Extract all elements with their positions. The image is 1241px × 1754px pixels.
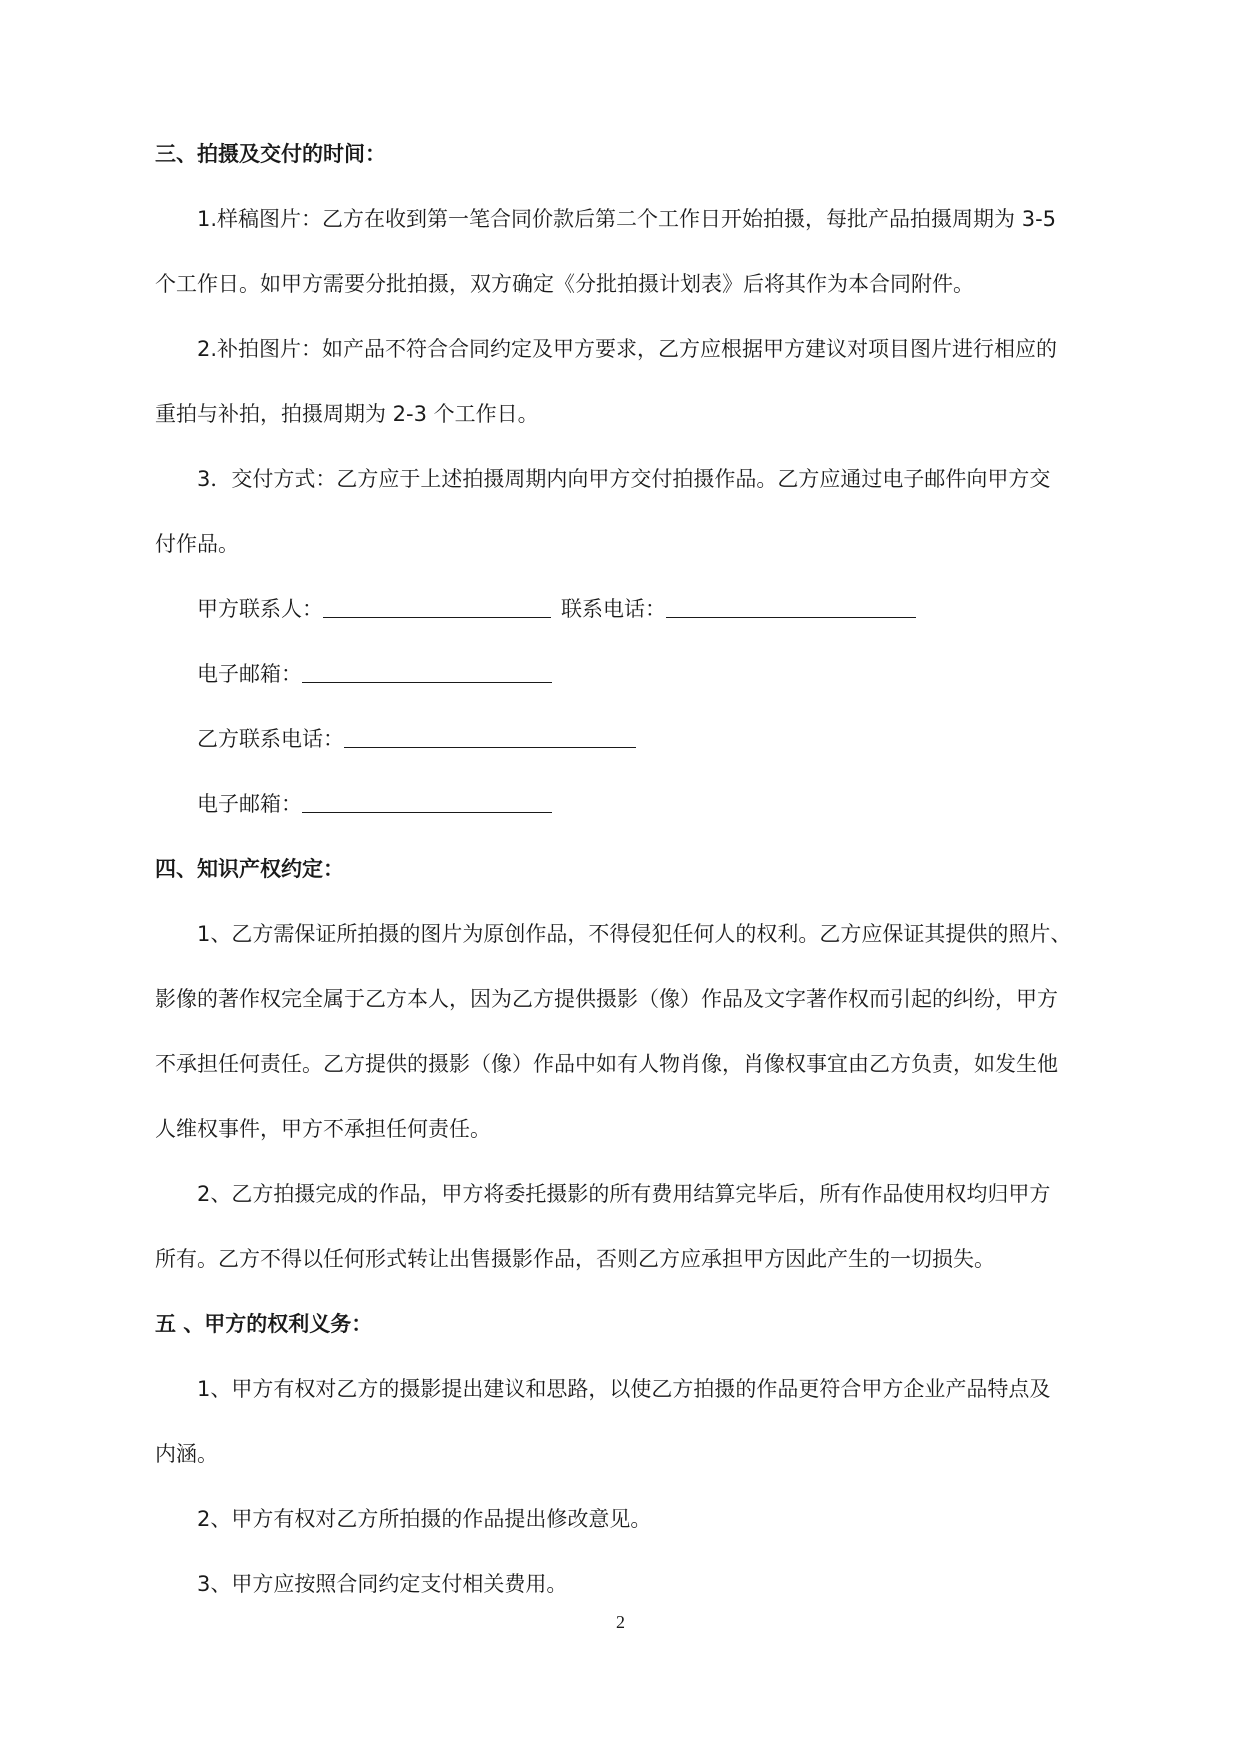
party-a-contact-blank[interactable] [323,593,551,618]
paragraph-sample-images: 1.样稿图片：乙方在收到第一笔合同价款后第二个工作日开始拍摄，每批产品拍摄周期为 3-5 [197,207,1057,231]
paragraph-delivery-method-cont: 付作品。 [155,532,239,556]
paragraph-delivery-method: 3．交付方式：乙方应于上述拍摄周期内向甲方交付拍摄作品。乙方应通过电子邮件向甲方交 [197,467,1051,491]
paragraph-ip-originality-cont-1: 影像的著作权完全属于乙方本人，因为乙方提供摄影（像）作品及文字著作权而引起的纠纷，甲方 [155,987,1058,1011]
party-b-email-label: 电子邮箱： [197,792,302,816]
paragraph-ip-originality: 1、乙方需保证所拍摄的图片为原创作品，不得侵犯任何人的权利。乙方应保证其提供的照片、 [197,922,1072,946]
party-b-phone-row [155,707,1095,772]
party-a-contact-label: 甲方联系人： [197,597,323,621]
paragraph-ip-usage-rights: 2、乙方拍摄完成的作品，甲方将委托摄影的所有费用结算完毕后，所有作品使用权均归甲方 [197,1182,1051,1206]
party-a-phone-blank[interactable] [666,593,916,618]
party-a-phone-label: 联系电话： [561,597,666,621]
party-a-contact-row [155,577,1095,642]
paragraph-reshoot-images: 2.补拍图片：如产品不符合合同约定及甲方要求，乙方应根据甲方建议对项目图片进行相应的 [197,337,1058,361]
party-a-email-blank[interactable] [302,658,552,683]
paragraph-ip-usage-rights-cont: 所有。乙方不得以任何形式转让出售摄影作品，否则乙方应承担甲方因此产生的一切损失。 [155,1247,995,1271]
section-heading-party-a-rights: 五 、甲方的权利义务： [155,1312,373,1336]
party-b-phone-label: 乙方联系电话： [197,727,344,751]
paragraph-party-a-revisions: 2、甲方有权对乙方所拍摄的作品提出修改意见。 [197,1507,652,1531]
section-heading-shooting-delivery: 三、拍摄及交付的时间： [155,142,386,166]
paragraph-sample-images-cont: 个工作日。如甲方需要分批拍摄，双方确定《分批拍摄计划表》后将其作为本合同附件。 [155,272,974,296]
party-a-email-label: 电子邮箱： [197,662,302,686]
document-body [155,122,1095,1617]
paragraph-ip-originality-cont-3: 人维权事件，甲方不承担任何责任。 [155,1117,491,1141]
section-heading-ip: 四、知识产权约定： [155,857,344,881]
party-a-email-row [155,642,1095,707]
paragraph-ip-originality-cont-2: 不承担任何责任。乙方提供的摄影（像）作品中如有人物肖像，肖像权事宜由乙方负责，如发生他 [155,1052,1058,1076]
party-b-email-row [155,772,1095,837]
paragraph-party-a-payment: 3、甲方应按照合同约定支付相关费用。 [197,1572,568,1596]
page-number: 2 [616,1612,625,1632]
party-b-email-blank[interactable] [302,788,552,813]
paragraph-party-a-suggestions: 1、甲方有权对乙方的摄影提出建议和思路，以使乙方拍摄的作品更符合甲方企业产品特点及 [197,1377,1051,1401]
paragraph-party-a-suggestions-cont: 内涵。 [155,1442,218,1466]
party-b-phone-blank[interactable] [344,723,636,748]
paragraph-reshoot-images-cont: 重拍与补拍，拍摄周期为 2-3 个工作日。 [155,402,539,426]
